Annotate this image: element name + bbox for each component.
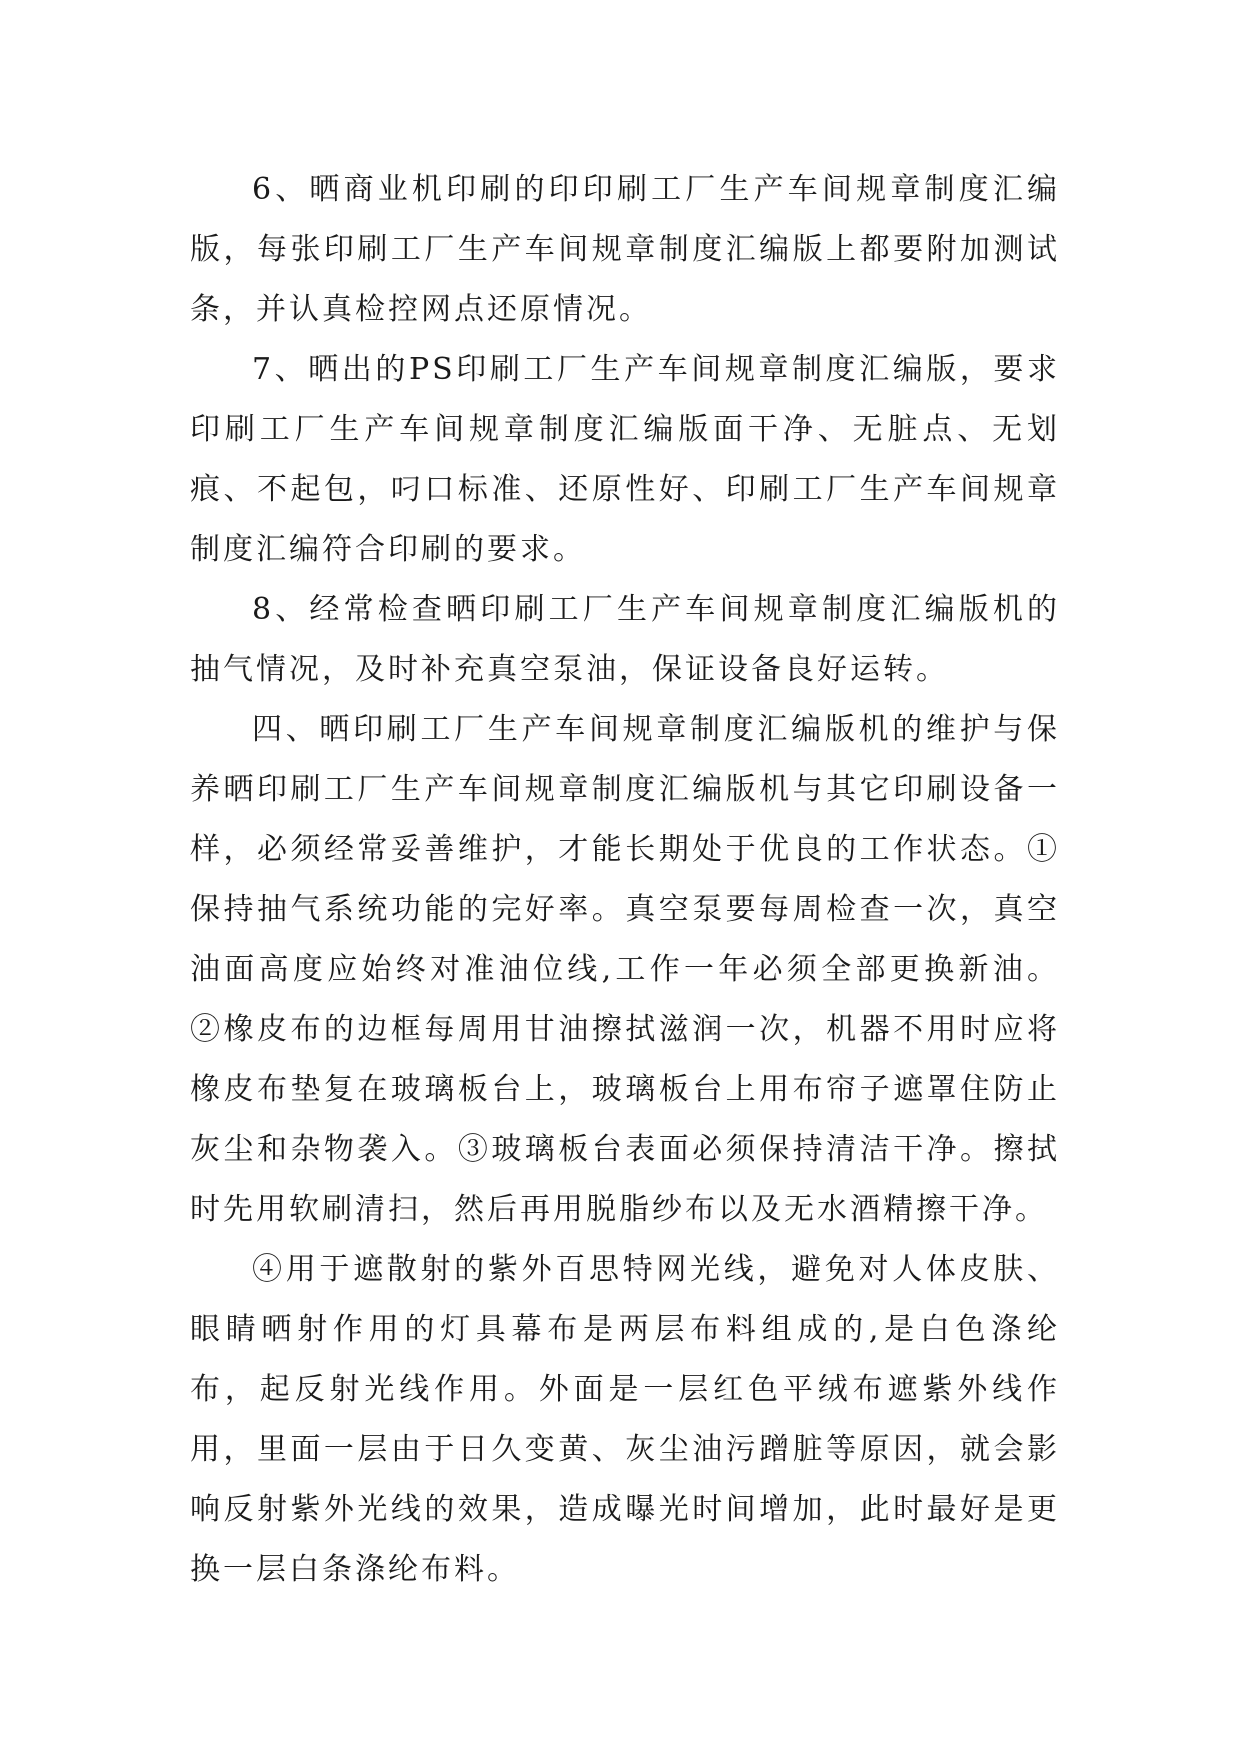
document-body (190, 160, 1060, 1600)
paragraph-section-4-maintenance: 四、晒印刷工厂生产车间规章制度汇编版机的维护与保养晒印刷工厂生产车间规章制度汇编版机与其它印刷设备一样，必须经常妥善维护，才能长期处于优良的工作状态。①保持抽气系统功能的完好率。真空泵要每周检查一次，真空油面高度应始终对准油位线,工作一年必须全部更换新油。②橡皮布的边框每周用甘油擦拭滋润一次，机器不用时应将橡皮布垫复在玻璃板台上，玻璃板台上用布帘子遮罩住防止灰尘和杂物袭入。③玻璃板台表面必须保持清洁干净。擦拭时先用软刷清扫，然后再用脱脂纱布以及无水酒精擦干净。 (190, 712, 1060, 1227)
paragraph-curtain-note: ④用于遮散射的紫外百思特网光线，避免对人体皮肤、眼睛晒射作用的灯具幕布是两层布料组成的,是白色涤纶布，起反射光线作用。外面是一层红色平绒布遮紫外线作用，里面一层由于日久变黄、灰尘油污蹭脏等原因，就会影响反射紫外光线的效果，造成曝光时间增加，此时最好是更换一层白条涤纶布料。 (190, 1252, 1060, 1587)
paragraph-item-7: 7、晒出的PS印刷工厂生产车间规章制度汇编版，要求印刷工厂生产车间规章制度汇编版面干净、无脏点、无划痕、不起包，叼口标准、还原性好、印刷工厂生产车间规章制度汇编符合印刷的要求。 (190, 352, 1060, 567)
paragraph-item-8: 8、经常检查晒印刷工厂生产车间规章制度汇编版机的抽气情况，及时补充真空泵油，保证设备良好运转。 (190, 592, 1060, 687)
paragraph-item-6: 6、晒商业机印刷的印印刷工厂生产车间规章制度汇编版，每张印刷工厂生产车间规章制度汇编版上都要附加测试条，并认真检控网点还原情况。 (190, 172, 1060, 327)
